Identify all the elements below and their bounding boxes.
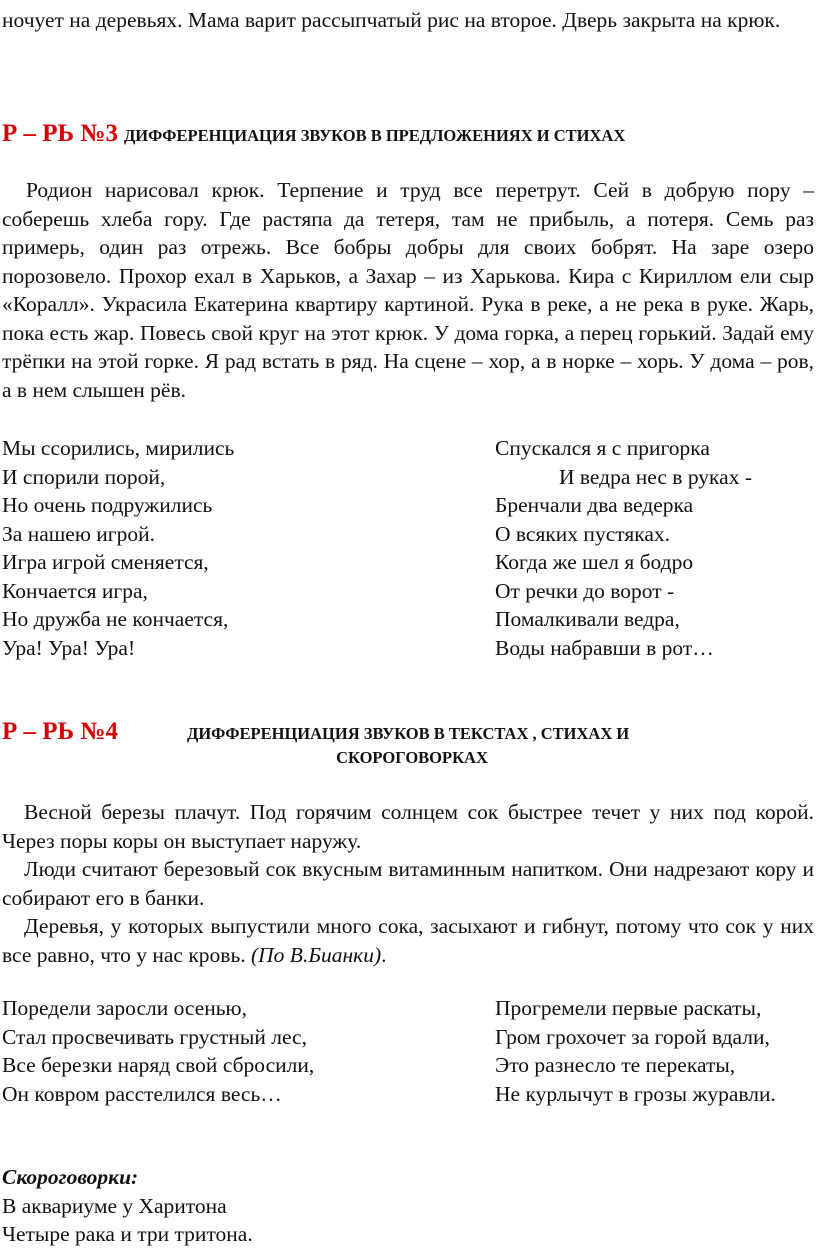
poem-line: От речки до ворот - — [495, 578, 675, 603]
poem-left — [2, 994, 472, 1108]
section4-poems — [2, 994, 814, 1114]
poem-line: И ведра нес в руках - — [559, 464, 752, 489]
section4-heading — [2, 718, 814, 748]
poem-line: Игра игрой сменяется, — [2, 550, 209, 574]
poem-line: Но дружба не кончается, — [2, 607, 229, 631]
section4-paragraph: Весной березы плачут. Под горячим солнцем сок быстрее течет у них под корой. Через поры коры он выступает наружу. — [2, 800, 814, 853]
section4-title-line1: ДИФФЕРЕНЦИАЦИЯ ЗВУКОВ В ТЕКСТАХ , СТИХАХ И — [187, 724, 630, 743]
poem-line: Поредели заросли осенью, — [2, 996, 247, 1020]
poem-line: Все березки наряд свой сбросили, — [2, 1053, 315, 1077]
section3-heading — [2, 120, 814, 148]
tongue-twister-line: В аквариуме у Харитона — [2, 1193, 227, 1218]
section4-title-line2: СКОРОГОВОРКАХ — [336, 748, 488, 767]
tongue-twister-line: Четыре рака и три тритона. — [2, 1222, 253, 1246]
poem-line: Спускался я с пригорка — [495, 436, 710, 460]
poem-line: Но очень подружились — [2, 493, 213, 517]
tongue-twisters — [2, 1163, 814, 1249]
source-citation: (По В.Бианки) — [251, 942, 382, 967]
tongue-twisters-title: Скороговорки: — [2, 1165, 139, 1189]
poem-line: Стал просвечивать грустный лес, — [2, 1024, 307, 1049]
section3-poems — [2, 434, 814, 664]
section4-paragraph: Люди считают березовый сок вкусным витаминным напитком. Они надрезают кору и собирают его в банки. — [2, 857, 814, 910]
poem-line: Мы ссорились, мирились — [2, 436, 235, 460]
poem-line: О всяких пустяках. — [495, 521, 671, 546]
poem-line: За нашею игрой. — [2, 521, 155, 546]
section4-paragraph-last — [2, 912, 814, 969]
poem-line: Он ковром расстелился весь… — [2, 1081, 282, 1106]
intro-paragraph: ночует на деревьях. Мама варит рассыпчатый рис на второе. Дверь закрыта на крюк. — [2, 8, 781, 32]
poem-line: И спорили порой, — [2, 464, 166, 489]
section3-code: Р – РЬ №3 — [2, 120, 118, 147]
poem-line: Когда же шел я бодро — [495, 550, 694, 574]
section4-text — [2, 798, 814, 969]
poem-line: Гром грохочет за горой вдали, — [495, 1024, 770, 1049]
poem-line: Прогремели первые раскаты, — [495, 996, 762, 1020]
source-end: . — [381, 942, 387, 967]
poem-line: Кончается игра, — [2, 578, 148, 603]
poem-right — [495, 434, 815, 662]
poem-line: Ура! Ура! Ура! — [2, 635, 136, 660]
poem-line: Бренчали два ведерка — [495, 493, 694, 517]
poem-left — [2, 434, 472, 662]
poem-line: Воды набравши в рот… — [495, 635, 714, 660]
poem-line: Не курлычут в грозы журавли. — [495, 1081, 776, 1106]
section3-paragraph: Родион нарисовал крюк. Терпение и труд все перетрут. Сей в добрую пору – соберешь хлеба гору. Где растяпа да тетеря, там не прибыль, а потеря. Семь раз примерь, один раз отрежь. Все бобры добры для своих бобрят. На заре озеро порозовело. Прохор ехал в Харьков, а Захар – из Харькова. Кира с Кириллом ели сыр «Коралл». Украсила Екатерина квартиру картиной. Рука в реке, а не река в руке. Жарь, пока есть жар. Повесь свой круг на этот крюк. У дома горка, а перец горький. Задай ему трёпки на этой горке. Я рад встать в ряд. На сцене – хор, а в норке – хорь. У дома – ров, а в нем слышен рёв. — [2, 178, 814, 402]
section4-paragraph: Деревья, у которых выпустили много сока, засыхают и гибнут, потому что сок у них все равно, что у нас кровь. — [2, 914, 814, 967]
poem-right — [495, 994, 815, 1108]
section4-code: Р – РЬ №4 — [2, 718, 118, 745]
poem-line: Это разнесло те перекаты, — [495, 1053, 736, 1077]
poem-line: Помалкивали ведра, — [495, 607, 680, 631]
section3-title: ДИФФЕРЕНЦИАЦИЯ ЗВУКОВ В ПРЕДЛОЖЕНИЯХ И СТИХАХ — [123, 126, 626, 145]
